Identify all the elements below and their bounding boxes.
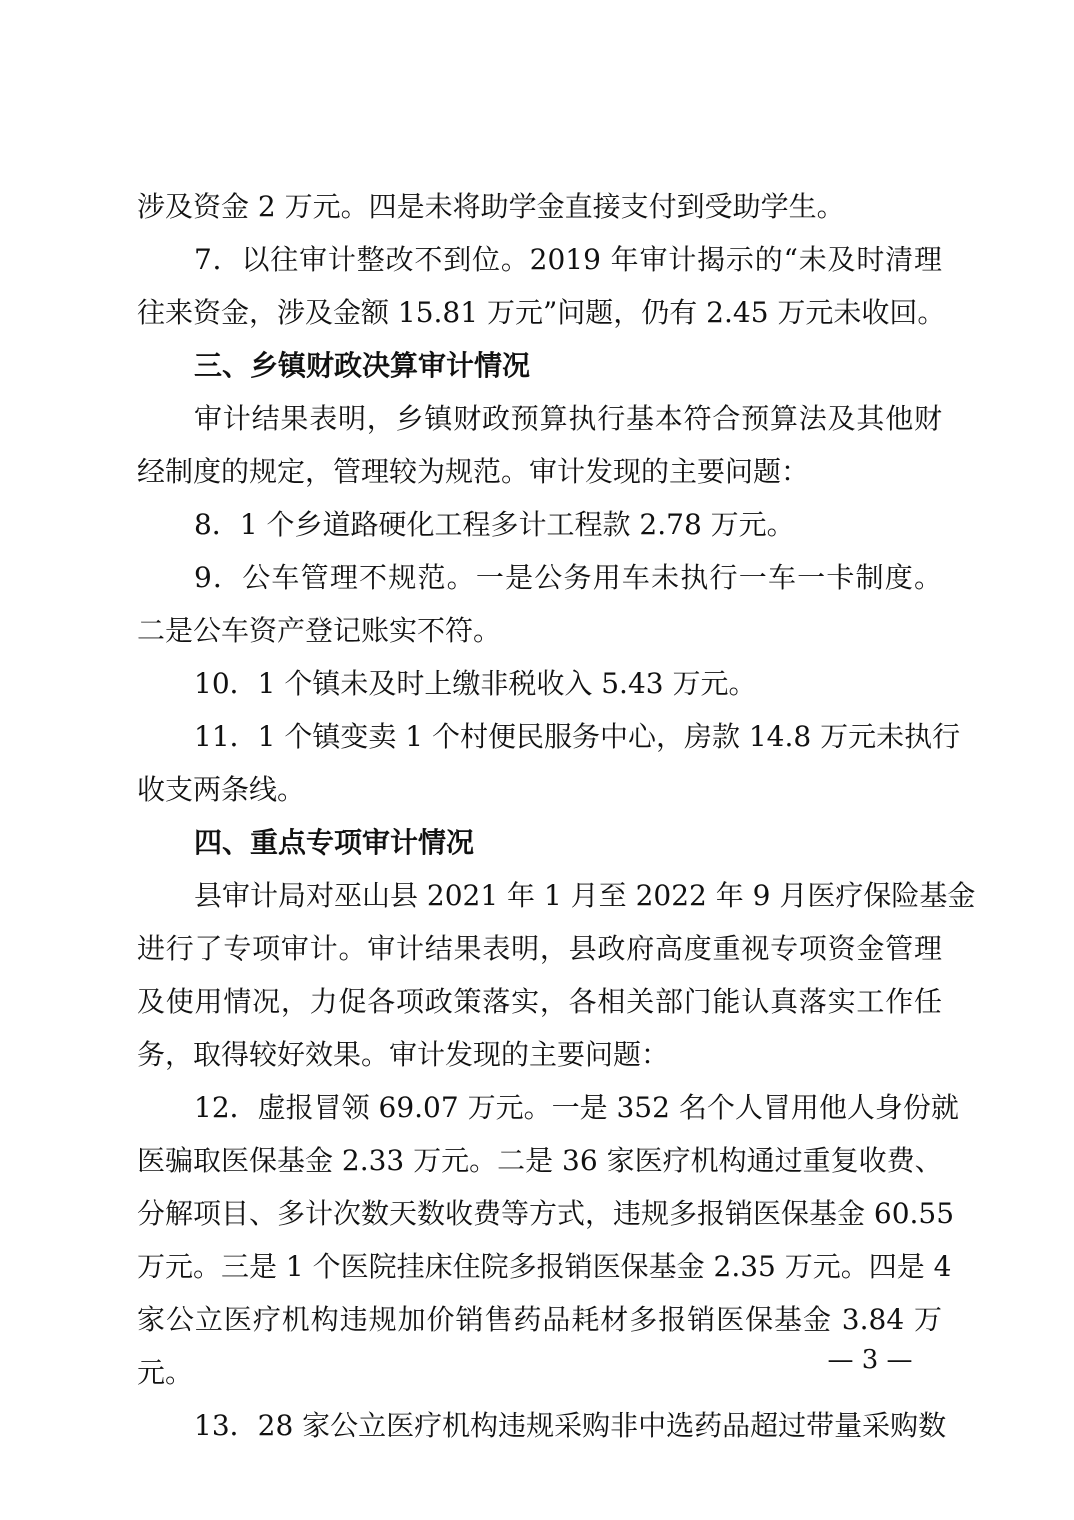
body-line: 往来资金，涉及金额 15.81 万元”问题，仍有 2.45 万元未收回。 <box>137 296 946 329</box>
body-line: 10．1 个镇未及时上缴非税收入 5.43 万元。 <box>194 667 757 700</box>
body-line: 收支两条线。 <box>137 773 306 806</box>
body-line: 9．公车管理不规范。一是公务用车未执行一车一卡制度。 <box>194 561 942 594</box>
body-line: 务，取得较好效果。审计发现的主要问题： <box>137 1038 670 1071</box>
page-number: — 3 — <box>827 1345 913 1375</box>
body-line: 13．28 家公立医疗机构违规采购非中选药品超过带量采购数 <box>194 1409 947 1442</box>
document-body <box>137 180 976 1452</box>
section-heading: 四、重点专项审计情况 <box>194 826 475 859</box>
body-line: 涉及资金 2 万元。四是未将助学金直接支付到受助学生。 <box>137 190 845 223</box>
body-line: 7．以往审计整改不到位。2019 年审计揭示的“未及时清理 <box>194 243 942 276</box>
body-line: 8．1 个乡道路硬化工程多计工程款 2.78 万元。 <box>194 508 795 541</box>
body-line: 12．虚报冒领 69.07 万元。一是 352 名个人冒用他人身份就 <box>194 1091 959 1124</box>
body-line: 11．1 个镇变卖 1 个村便民服务中心，房款 14.8 万元未执行 <box>194 720 961 753</box>
body-line: 医骗取医保基金 2.33 万元。二是 36 家医疗机构通过重复收费、 <box>137 1144 943 1177</box>
body-line: 县审计局对巫山县 2021 年 1 月至 2022 年 9 月医疗保险基金 <box>194 879 976 912</box>
body-line: 二是公车资产登记账实不符。 <box>137 614 502 647</box>
body-line: 分解项目、多计次数天数收费等方式，违规多报销医保基金 60.55 <box>137 1197 955 1230</box>
section-heading: 三、乡镇财政决算审计情况 <box>194 349 531 382</box>
body-line: 经制度的规定，管理较为规范。审计发现的主要问题： <box>137 455 810 488</box>
body-line: 进行了专项审计。审计结果表明，县政府高度重视专项资金管理 <box>137 932 942 965</box>
body-line: 万元。三是 1 个医院挂床住院多报销医保基金 2.35 万元。四是 4 <box>137 1250 952 1283</box>
body-line: 家公立医疗机构违规加价销售药品耗材多报销医保基金 3.84 万 <box>137 1303 942 1336</box>
body-line: 审计结果表明，乡镇财政预算执行基本符合预算法及其他财 <box>194 402 942 435</box>
body-line: 及使用情况，力促各项政策落实，各相关部门能认真落实工作任 <box>137 985 942 1018</box>
body-line: 元。 <box>137 1356 194 1389</box>
